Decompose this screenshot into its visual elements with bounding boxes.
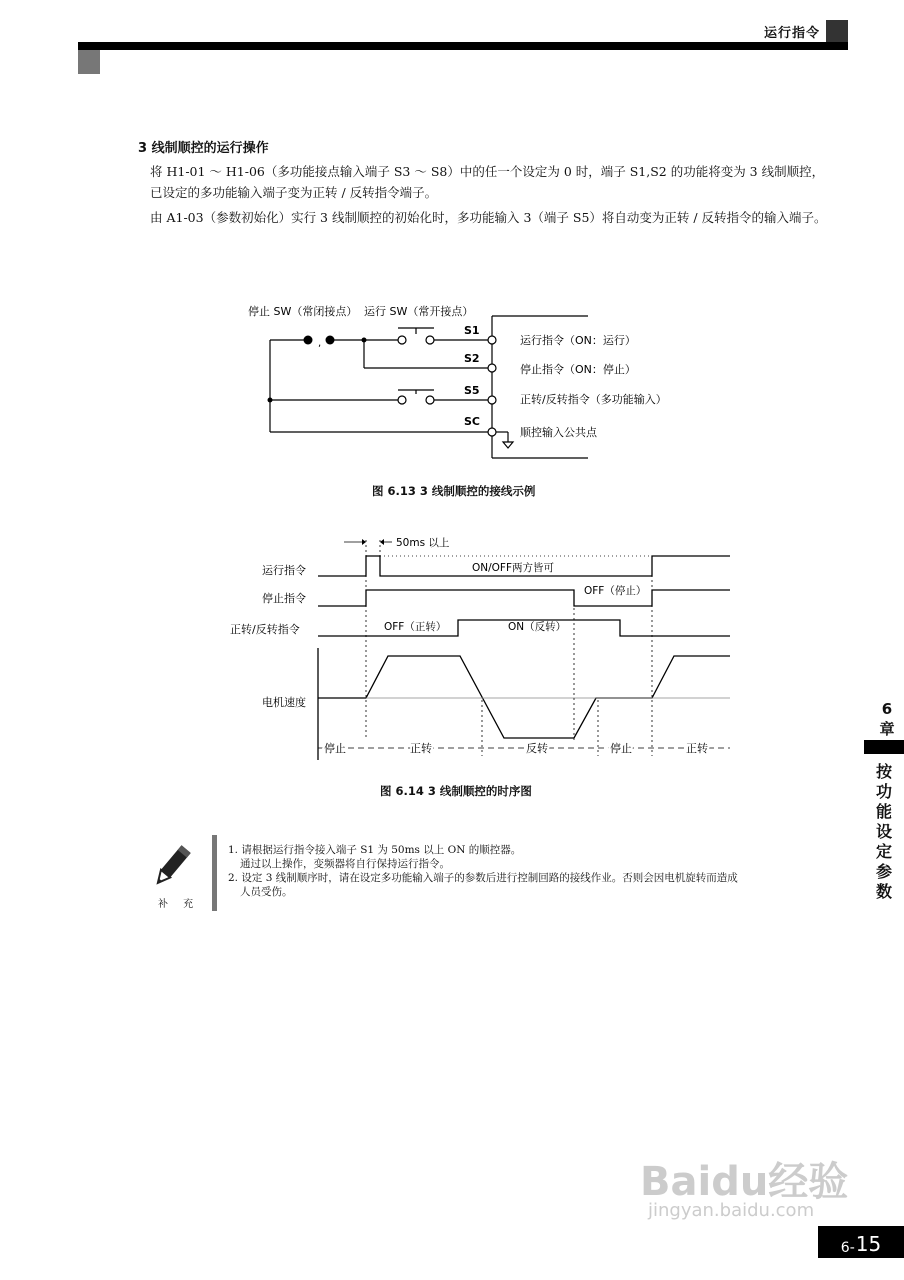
note-line-2: 2. 设定 3 线制顺序时，请在设定多功能输入端子的参数后进行控制回路的接线作业。否则会因电机旋转而造成 — [228, 872, 738, 884]
paragraph-1: 将 H1-01 ～ H1-06（多功能接点输入端子 S3 ～ S8）中的任一个设定为 0 时，端子 S1,S2 的功能将变为 3 线制顺控，已设定的多功能输入端子变为正转 / 反转指令端子。 — [150, 164, 825, 200]
phase-reverse: 反转 — [526, 742, 548, 755]
watermark-brand: Baidu经验 — [640, 1159, 849, 1205]
note-line-1: 1. 请根据运行指令接入端子 S1 为 50ms 以上 ON 的顺控器。 — [228, 844, 522, 856]
phase-stop-1: 停止 — [324, 742, 346, 755]
figure-caption-timing: 图 6.14 3 线制顺控的时序图 — [380, 784, 532, 798]
chapter-word: 章 — [879, 720, 895, 738]
page-number — [818, 1226, 904, 1258]
phase-stop-2: 停止 — [610, 742, 632, 755]
rev-on-label: ON（反转） — [508, 621, 567, 633]
page-prefix: 6- — [840, 1240, 855, 1256]
header-title: 运行指令 — [763, 26, 820, 41]
run-switch-label: 运行 SW（常开接点） — [364, 305, 474, 318]
svg-text:,: , — [318, 338, 322, 349]
note-text — [228, 843, 848, 899]
desc-s5: 正转/反转指令（多功能输入） — [520, 393, 667, 406]
desc-s1: 运行指令（ON：运行） — [520, 334, 636, 347]
note-line-1b: 通过以上操作，变频器将自行保持运行指令。 — [240, 858, 450, 870]
stop-switch-label: 停止 SW（常闭接点） — [248, 305, 358, 318]
watermark-url: jingyan.baidu.com — [648, 1200, 815, 1221]
pencil-icon — [146, 840, 198, 892]
note-line-2b: 人员受伤。 — [240, 886, 293, 898]
figure-caption-wiring: 图 6.13 3 线制顺控的接线示例 — [372, 484, 536, 498]
terminal-s2: S2 — [464, 352, 480, 365]
section-title: 3 线制顺控的运行操作 — [138, 141, 269, 156]
note-bar — [212, 835, 217, 911]
chapter-number: 6 — [881, 700, 893, 718]
chapter-bar — [864, 740, 904, 754]
desc-sc: 顺控输入公共点 — [520, 426, 597, 439]
signal-run: 运行指令 — [262, 564, 306, 577]
signal-speed: 电机速度 — [262, 696, 306, 709]
terminal-s5: S5 — [464, 384, 480, 397]
fwd-off-label: OFF（正转） — [384, 621, 447, 633]
note-label: 补 充 — [158, 899, 200, 910]
run-note: ON/OFF两方皆可 — [472, 562, 555, 574]
terminal-s1: S1 — [464, 324, 480, 337]
pulse-label: 50ms 以上 — [396, 537, 450, 549]
stop-off-label: OFF（停止） — [584, 585, 647, 597]
desc-s2: 停止指令（ON：停止） — [520, 363, 636, 376]
paragraph-2: 由 A1-03（参数初始化）实行 3 线制顺控的初始化时，多功能输入 3（端子 S5）将自动变为正转 / 反转指令的输入端子。 — [150, 210, 827, 225]
page-number-value: 15 — [855, 1232, 882, 1256]
chapter-title: 按功能设定参数 — [875, 762, 892, 901]
terminal-sc: SC — [464, 415, 480, 428]
signal-stop: 停止指令 — [262, 592, 306, 605]
phase-forward-2: 正转 — [686, 742, 708, 755]
signal-fwd-rev: 正转/反转指令 — [230, 623, 300, 636]
phase-forward-1: 正转 — [410, 742, 432, 755]
